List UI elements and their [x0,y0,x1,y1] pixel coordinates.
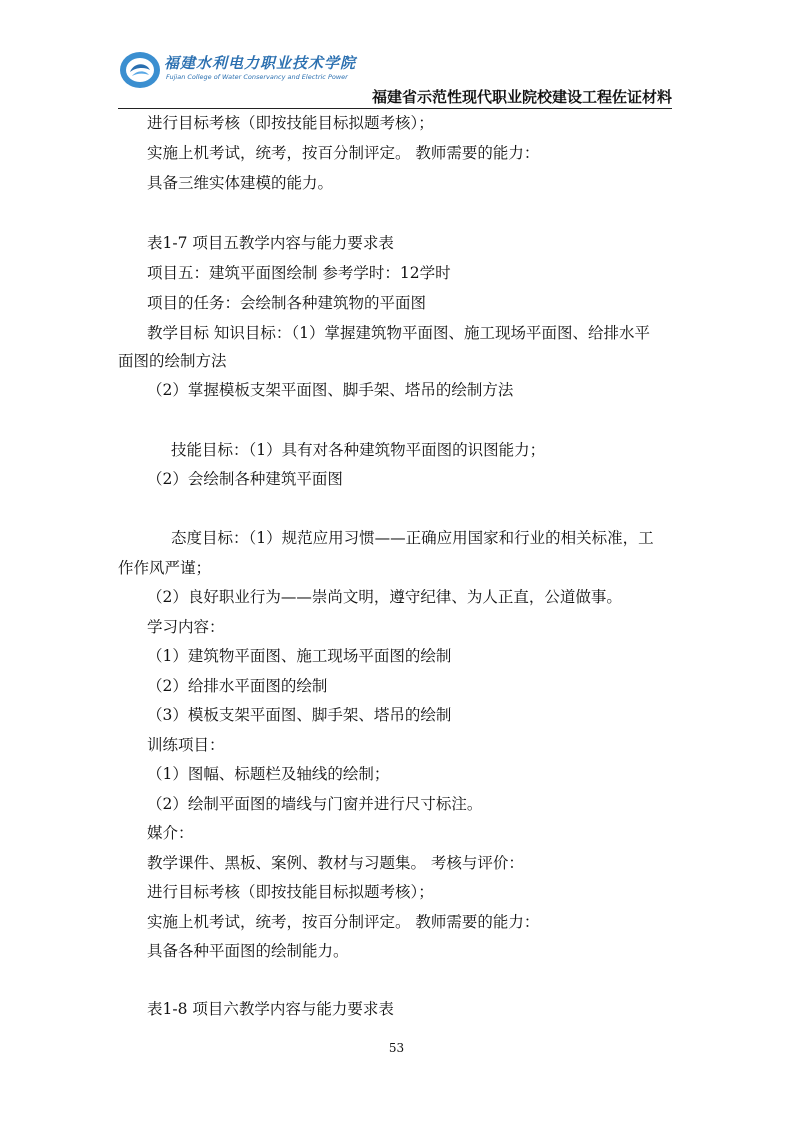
page-header-title: 福建省示范性现代职业院校建设工程佐证材料 [371,88,672,106]
text-line: 作作风严谨； [118,559,212,577]
text-line: （2）掌握模板支架平面图、脚手架、塔吊的绘制方法 [147,381,514,399]
text-line: 训练项目： [147,736,225,754]
text-line: 媒介： [147,824,194,842]
table-caption: 表1-7 项目五教学内容与能力要求表 [147,234,394,252]
college-logo [118,48,357,92]
page-number: 53 [388,1041,405,1055]
college-name-english: Fujian College of Water Conservancy and Electric Power [166,73,348,81]
text-line: 进行目标考核（即按技能目标拟题考核）； [147,114,434,132]
text-line: 实施上机考试，统考，按百分制评定。 教师需要的能力： [147,913,540,931]
college-emblem-icon [118,48,162,92]
text-line: 项目的任务：会绘制各种建筑物的平面图 [147,294,427,312]
text-line: 面图的绘制方法 [118,352,227,370]
table-caption: 表1-8 项目六教学内容与能力要求表 [147,1000,394,1018]
text-line: 项目五：建筑平面图绘制 参考学时：12学时 [147,264,451,282]
text-line: 教学课件、黑板、案例、教材与习题集。 考核与评价： [147,854,524,872]
text-line: （2）给排水平面图的绘制 [147,677,328,695]
text-line: （3）模板支架平面图、脚手架、塔吊的绘制 [147,706,452,724]
text-line: （1）建筑物平面图、施工现场平面图的绘制 [147,647,452,665]
text-line: （2）良好职业行为——崇尚文明，遵守纪律、为人正直，公道做事。 [147,588,622,606]
text-line: 态度目标：（1）规范应用习惯——正确应用国家和行业的相关标准，工 [171,529,654,547]
text-line: 实施上机考试，统考，按百分制评定。 教师需要的能力： [147,144,540,162]
text-line: （2）绘制平面图的墙线与门窗并进行尺寸标注。 [147,795,483,813]
text-line: （1）图幅、标题栏及轴线的绘制； [147,765,390,783]
text-line: 技能目标：（1）具有对各种建筑物平面图的识图能力； [171,441,546,459]
text-line: （2）会绘制各种建筑平面图 [147,470,343,488]
text-line: 具备三维实体建模的能力。 [147,174,334,192]
text-line: 教学目标 知识目标：（1）掌握建筑物平面图、施工现场平面图、给排水平 [147,324,651,342]
text-line: 学习内容： [147,618,225,636]
college-name: 福建水利电力职业技术学院 [164,54,357,72]
text-line: 具备各种平面图的绘制能力。 [147,942,349,960]
header-divider [118,108,672,109]
text-line: 进行目标考核（即按技能目标拟题考核）； [147,883,434,901]
